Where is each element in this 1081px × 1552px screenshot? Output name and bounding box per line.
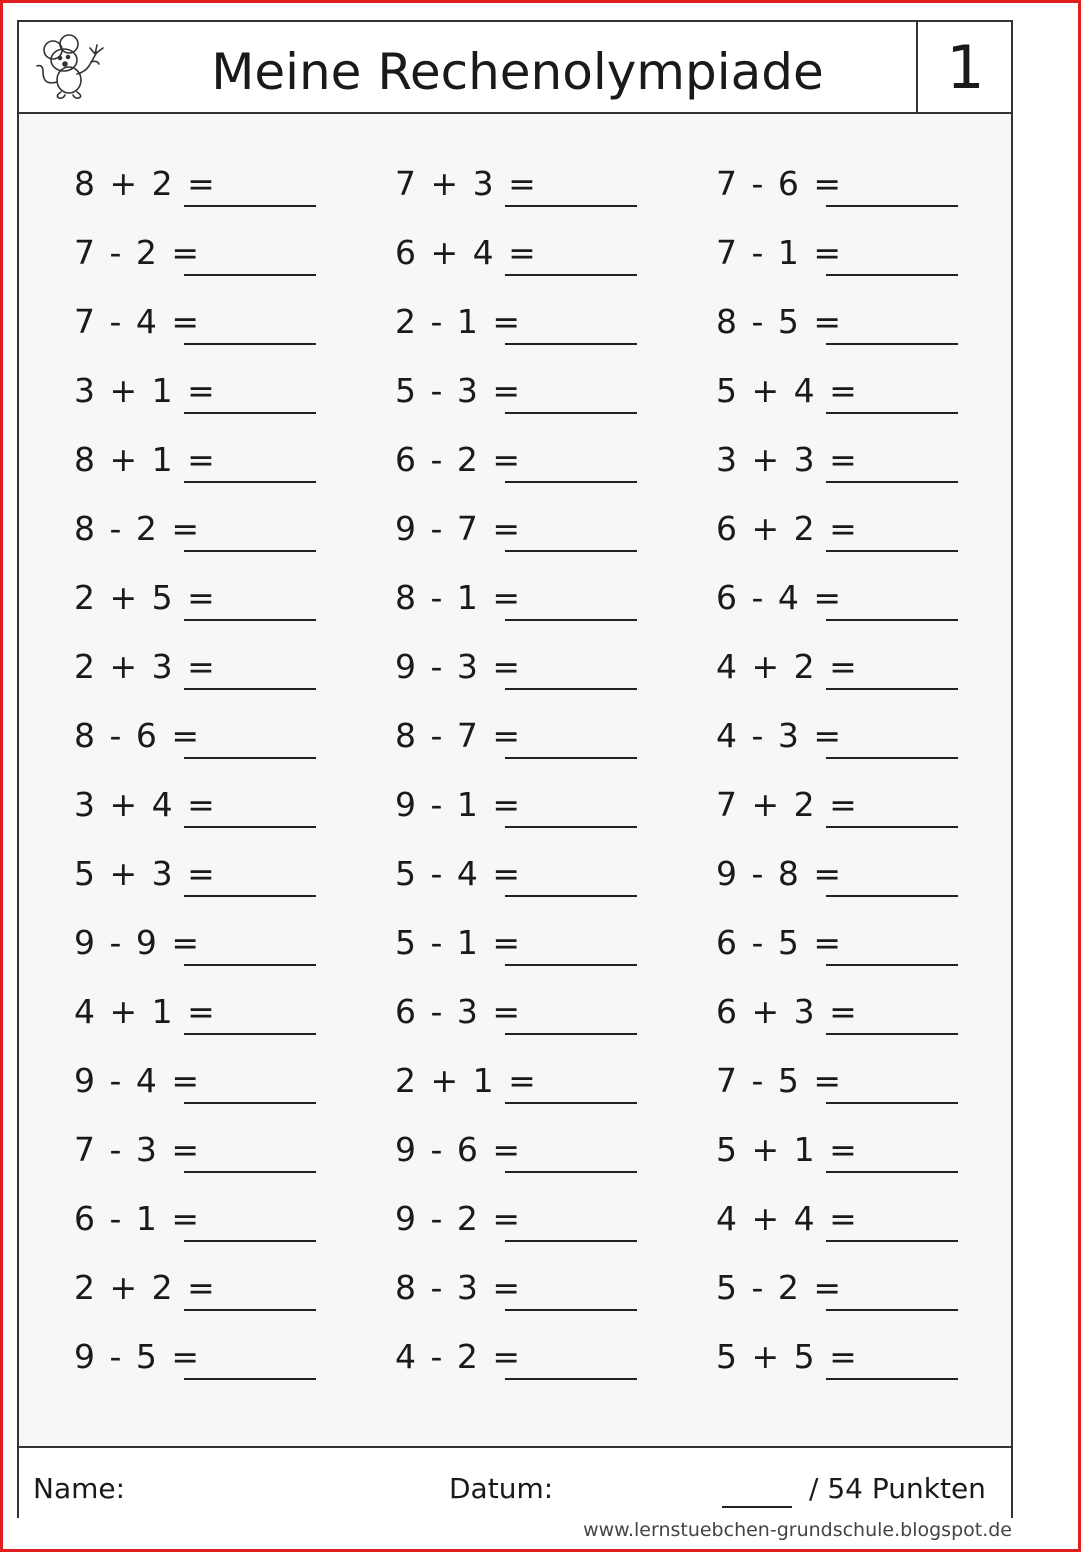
sheet-number: 1	[946, 33, 985, 103]
exercise-row	[716, 1218, 1006, 1307]
exercise-expression: 7 - 6 =	[716, 164, 844, 203]
exercise-row	[716, 1287, 1006, 1376]
exercise-row	[74, 942, 364, 1031]
exercise-expression: 2 - 1 =	[395, 302, 523, 341]
exercise-expression: 7 + 2 =	[716, 785, 859, 824]
exercise-expression: 9 - 2 =	[395, 1199, 523, 1238]
exercise-expression: 9 - 6 =	[395, 1130, 523, 1169]
exercise-expression: 3 + 4 =	[74, 785, 217, 824]
exercise-row	[74, 873, 364, 962]
exercise-row	[74, 459, 364, 548]
worksheet-header	[19, 22, 1011, 114]
exercise-row	[716, 183, 1006, 272]
exercise-row	[716, 1011, 1006, 1100]
exercise-expression: 5 - 2 =	[716, 1268, 844, 1307]
exercise-expression: 3 + 3 =	[716, 440, 859, 479]
exercise-row	[74, 252, 364, 341]
exercise-expression: 4 - 2 =	[395, 1337, 523, 1376]
exercise-expression: 6 - 4 =	[716, 578, 844, 617]
exercise-expression: 7 + 3 =	[395, 164, 538, 203]
exercise-row	[716, 597, 1006, 686]
exercise-row	[395, 942, 685, 1031]
exercise-row	[74, 1287, 364, 1376]
name-label: Name:	[33, 1472, 126, 1505]
exercise-expression: 4 - 3 =	[716, 716, 844, 755]
exercise-row	[74, 183, 364, 272]
answer-line[interactable]	[505, 1378, 637, 1380]
exercise-expression: 9 - 8 =	[716, 854, 844, 893]
worksheet	[17, 20, 1013, 1518]
exercise-expression: 7 - 2 =	[74, 233, 202, 272]
exercise-expression: 8 - 7 =	[395, 716, 523, 755]
score-label: / 54 Punkten	[809, 1472, 986, 1505]
exercise-expression: 2 + 1 =	[395, 1061, 538, 1100]
exercise-row	[716, 666, 1006, 755]
answer-line[interactable]	[826, 1378, 958, 1380]
exercise-expression: 2 + 3 =	[74, 647, 217, 686]
exercise-row	[74, 114, 364, 203]
exercise-expression: 4 + 1 =	[74, 992, 217, 1031]
exercise-expression: 7 - 5 =	[716, 1061, 844, 1100]
exercise-row	[395, 528, 685, 617]
exercise-row	[395, 1287, 685, 1376]
exercise-expression: 6 - 3 =	[395, 992, 523, 1031]
exercise-row	[716, 252, 1006, 341]
exercise-expression: 6 + 3 =	[716, 992, 859, 1031]
exercise-row	[716, 804, 1006, 893]
exercise-row	[74, 321, 364, 410]
exercise-expression: 7 - 4 =	[74, 302, 202, 341]
exercise-expression: 8 + 1 =	[74, 440, 217, 479]
exercise-expression: 6 - 1 =	[74, 1199, 202, 1238]
exercise-expression: 5 - 4 =	[395, 854, 523, 893]
worksheet-footer	[19, 1446, 1011, 1518]
exercise-expression: 6 + 2 =	[716, 509, 859, 548]
exercise-expression: 7 - 3 =	[74, 1130, 202, 1169]
exercise-row	[74, 1218, 364, 1307]
exercise-expression: 9 - 4 =	[74, 1061, 202, 1100]
sheet-number-box	[916, 22, 1013, 112]
exercise-expression: 6 - 2 =	[395, 440, 523, 479]
exercise-row	[395, 1080, 685, 1169]
exercise-row	[74, 666, 364, 755]
exercise-expression: 5 + 1 =	[716, 1130, 859, 1169]
exercise-row	[395, 114, 685, 203]
exercise-expression: 8 - 2 =	[74, 509, 202, 548]
exercise-expression: 9 - 1 =	[395, 785, 523, 824]
exercise-row	[395, 321, 685, 410]
date-label: Datum:	[449, 1472, 554, 1505]
exercise-row	[716, 321, 1006, 410]
exercise-expression: 9 - 7 =	[395, 509, 523, 548]
exercise-row	[716, 390, 1006, 479]
exercise-row	[716, 873, 1006, 962]
exercise-row	[395, 1218, 685, 1307]
exercise-row	[716, 1080, 1006, 1169]
exercise-row	[395, 459, 685, 548]
source-credit: www.lernstuebchen-grundschule.blogspot.de	[583, 1519, 1012, 1541]
exercise-expression: 9 - 9 =	[74, 923, 202, 962]
exercise-row	[74, 1149, 364, 1238]
exercise-expression: 6 + 4 =	[395, 233, 538, 272]
exercise-row	[74, 390, 364, 479]
exercise-row	[716, 1149, 1006, 1238]
exercise-row	[395, 252, 685, 341]
exercise-expression: 2 + 5 =	[74, 578, 217, 617]
exercise-expression: 8 + 2 =	[74, 164, 217, 203]
exercise-row	[395, 735, 685, 824]
answer-line[interactable]	[184, 1378, 316, 1380]
exercise-expression: 8 - 6 =	[74, 716, 202, 755]
exercise-row	[74, 1080, 364, 1169]
exercise-row	[395, 666, 685, 755]
exercise-row	[74, 735, 364, 824]
exercise-expression: 8 - 3 =	[395, 1268, 523, 1307]
exercise-row	[395, 390, 685, 479]
exercise-row	[395, 1149, 685, 1238]
exercise-row	[395, 804, 685, 893]
score-blank-line[interactable]	[722, 1506, 792, 1508]
exercise-expression: 3 + 1 =	[74, 371, 217, 410]
exercise-row	[74, 1011, 364, 1100]
exercise-expression: 7 - 1 =	[716, 233, 844, 272]
exercise-expression: 2 + 2 =	[74, 1268, 217, 1307]
exercise-row	[395, 183, 685, 272]
exercise-expression: 4 + 2 =	[716, 647, 859, 686]
exercise-expression: 5 - 3 =	[395, 371, 523, 410]
exercise-expression: 5 + 5 =	[716, 1337, 859, 1376]
mouse-with-flower-icon	[31, 30, 111, 104]
exercise-row	[395, 873, 685, 962]
exercise-expression: 5 + 4 =	[716, 371, 859, 410]
exercise-row	[716, 735, 1006, 824]
exercise-expression: 5 - 1 =	[395, 923, 523, 962]
page-title: Meine Rechenolympiade	[211, 43, 824, 101]
exercise-expression: 4 + 4 =	[716, 1199, 859, 1238]
exercise-expression: 8 - 1 =	[395, 578, 523, 617]
exercise-row	[716, 528, 1006, 617]
exercise-row	[74, 597, 364, 686]
exercise-row	[716, 459, 1006, 548]
exercise-expression: 6 - 5 =	[716, 923, 844, 962]
exercise-row	[395, 1011, 685, 1100]
exercise-expression: 5 + 3 =	[74, 854, 217, 893]
exercise-expression: 8 - 5 =	[716, 302, 844, 341]
exercise-row	[74, 528, 364, 617]
exercise-expression: 9 - 5 =	[74, 1337, 202, 1376]
exercise-expression: 9 - 3 =	[395, 647, 523, 686]
exercise-row	[395, 597, 685, 686]
exercise-row	[74, 804, 364, 893]
exercise-row	[716, 942, 1006, 1031]
exercise-row	[716, 114, 1006, 203]
